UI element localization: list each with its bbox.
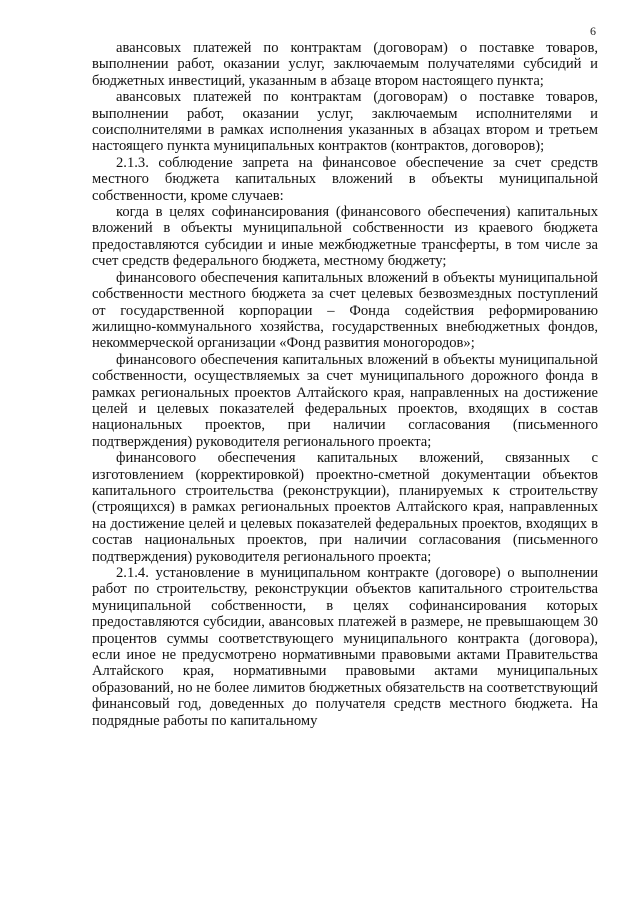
paragraph: финансового обеспечения капитальных вложений в объекты муниципальной собственности, осуществляемых за счет муниципального дорожного фонда в рамках региональных проектов Алтайского края, направленных на достижение целей и целевых показателей федеральных проектов, входящих в состав национальных проектов, при наличии согласования (письменного подтверждения) руководителя регионального проекта; [92, 351, 598, 450]
page-number: 6 [590, 24, 596, 38]
document-body [92, 40, 598, 729]
paragraph: финансового обеспечения капитальных вложений в объекты муниципальной собственности местного бюджета за счет целевых безвозмездных поступлений от государственной корпорации – Фонда содействия реформированию жилищно-коммунального хозяйства, государственных внебюджетных фондов, некоммерческой организации «Фонд развития моногородов»; [92, 269, 598, 352]
paragraph: 2.1.3. соблюдение запрета на финансовое обеспечение за счет средств местного бюджета капитальных вложений в объекты муниципальной собственности, кроме случаев: [92, 154, 598, 204]
paragraph: авансовых платежей по контрактам (договорам) о поставке товаров, выполнении работ, оказании услуг, заключаемым получателями субсидий и бюджетных инвестиций, указанным в абзаце втором настоящего пункта; [92, 40, 598, 89]
paragraph: финансового обеспечения капитальных вложений, связанных с изготовлением (корректировкой) проектно-сметной документации объектов капитального строительства (реконструкции), планируемых к строительству (строящихся) в рамках региональных проектов Алтайского края, направленных на достижение целей и целевых показателей федеральных проектов, входящих в состав национальных проектов, при наличии согласования (письменного подтверждения) руководителя регионального проекта; [92, 450, 598, 565]
paragraph: авансовых платежей по контрактам (договорам) о поставке товаров, выполнении работ, оказании услуг, заключаемым исполнителями и соисполнителями в рамках исполнения указанных в абзацах втором и третьем настоящего пункта муниципальных контрактов (контрактов, договоров); [92, 89, 598, 155]
paragraph: 2.1.4. установление в муниципальном контракте (договоре) о выполнении работ по строительству, реконструкции объектов капитального строительства муниципальной собственности, в целях софинансирования которых предоставляются субсидии, авансовых платежей в размере, не превышающем 30 процентов суммы соответствующего муниципального контракта (договора), если иное не предусмотрено нормативными правовыми актами Правительства Алтайского края, нормативными правовыми актами муниципальных образований, но не более лимитов бюджетных обязательств на соответствующий финансовый год, доведенных до получателя средств местного бюджета. На подрядные работы по капитальному [92, 565, 598, 729]
paragraph: когда в целях софинансирования (финансового обеспечения) капитальных вложений в объекты муниципальной собственности из краевого бюджета предоставляются субсидии и иные межбюджетные трансферты, в том числе за счет средств федерального бюджета, местному бюджету; [92, 204, 598, 270]
